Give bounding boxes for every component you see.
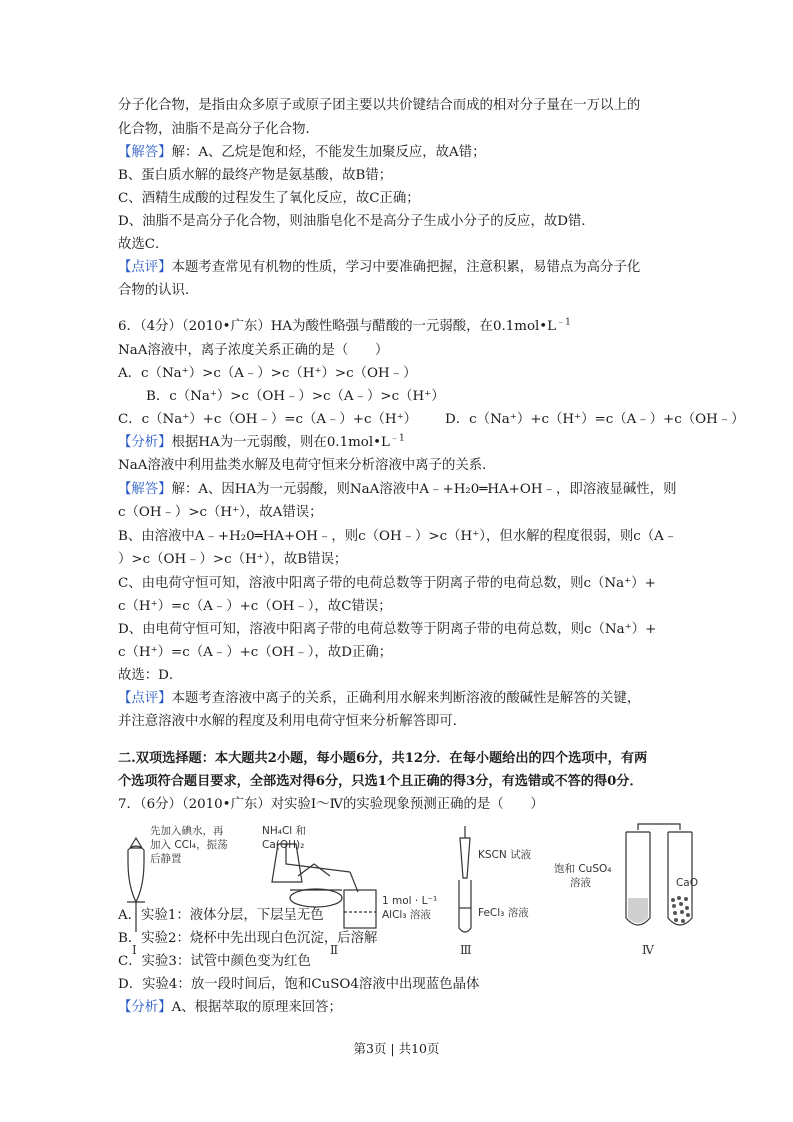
section-heading: 二.双项选择题：本大题共2小题，每小题6分，共12分．在每小题给出的四个选项中，有两	[118, 751, 648, 766]
text-line: ）>c（OH﹣）>c（H⁺），故B错误；	[118, 552, 348, 567]
analysis-line: 【分析】根据HA为一元弱酸，则在$0.1mol•L^{﹣1}$	[118, 433, 405, 450]
page-footer: 第3页 | 共10页	[353, 1041, 440, 1056]
test-tube-iii	[459, 880, 471, 932]
exp1-label: 先加入碘水，再	[150, 825, 224, 837]
answer-tag: 【解答】	[118, 482, 172, 497]
option-b: B．实验2：烧杯中先出现白色沉淀，后溶解	[118, 931, 378, 946]
exp2-label: NH₄Cl 和	[262, 825, 307, 837]
text-line: 分子化合物，是指由众多原子或原子团主要以共价键结合而成的相对分子量在一万以上的	[118, 98, 641, 113]
option-a: A．c（Na⁺）>c（A﹣）>c（H⁺）>c（OH﹣）	[118, 366, 417, 381]
text-line: B、蛋白质水解的最终产物是氨基酸，故B错；	[118, 168, 393, 183]
separatory-funnel	[128, 846, 144, 902]
text-line: B、由溶液中A﹣+H₂0═HA+OH﹣，则c（OH﹣）>c（H⁺），但水解的程度很弱，则c（A﹣	[118, 529, 678, 544]
exp4-label: 饱和 CuSO₄	[554, 863, 612, 875]
option-a: A．实验1：液体分层，下层呈无色	[118, 908, 324, 923]
comment-tag: 【点评】	[118, 260, 172, 275]
answer-line	[118, 143, 486, 163]
text-line: 故选C．	[118, 237, 169, 252]
cuso4-solution	[628, 898, 648, 923]
text-line: c（OH﹣）>c（H⁺），故A错误；	[118, 505, 323, 520]
text-line: 并注意溶液中水解的程度及利用电荷守恒来分析解答即可．	[118, 714, 467, 729]
exp3-label: KSCN 试液	[478, 849, 532, 861]
tube-end	[350, 872, 358, 892]
exp3-label: FeCl₃ 溶液	[478, 907, 529, 919]
dropper	[460, 826, 470, 878]
exp2-label: AlCl₃ 溶液	[382, 909, 431, 921]
question-6-stem: 6．（4分）（2010•广东）HA为酸性略强与醋酸的一元弱酸，在$0.1mol•L^{﹣1}$	[118, 317, 571, 334]
exp3-number: Ⅲ	[460, 943, 472, 957]
exp2-label: Ca(OH)₂	[262, 839, 305, 851]
exp2-number: Ⅱ	[330, 943, 339, 957]
text-line: 合物的认识．	[118, 283, 199, 298]
section-heading: 个选项符合题目要求，全部选对得6分，只选1个且正确的得3分，有选错或不答的得0分．	[118, 774, 643, 789]
text-line: NaA溶液中利用盐类水解及电荷守恒来分析溶液中离子的关系．	[118, 458, 496, 473]
comment-line: 【点评】本题考查溶液中离子的关系，正确利用水解来判断溶液的酸碱性是解答的关键，	[118, 691, 641, 706]
exp1-label: 后静置	[150, 853, 182, 865]
option-c-d: C．c（Na⁺）+c（OH﹣）=c（A﹣）+c（H⁺） D．c（Na⁺）+c（H⁺）=c（A﹣）+c（OH﹣）	[118, 412, 745, 427]
text-line: D、油脂不是高分子化合物，则油脂皂化不是高分子生成小分子的反应，故D错．	[118, 214, 595, 229]
text-line: 故选：D．	[118, 668, 183, 683]
beaker	[344, 890, 376, 928]
exp1-number: Ⅰ	[132, 943, 137, 957]
text-line: C、由电荷守恒可知，溶液中阳离子带的电荷总数等于阴离子带的电荷总数，则c（Na⁺）+	[118, 576, 656, 591]
alcohol-lamp	[290, 889, 342, 907]
analysis-tag: 【分析】	[118, 1000, 172, 1015]
answer-tag: 【解答】	[118, 145, 172, 160]
text-line: 化合物，油脂不是高分子化合物．	[118, 122, 319, 137]
comment-text: 本题考查常见有机物的性质，学习中要准确把握，注意积累，易错点为高分子化	[171, 260, 641, 275]
exp1-label: 加入 CCl₄，振荡	[150, 839, 228, 851]
comment-line	[118, 258, 640, 278]
exp4-label: CaO	[675, 877, 698, 889]
analysis-line: 【分析】A、根据萃取的原理来回答；	[118, 1000, 342, 1015]
exp4-label: 溶液	[570, 877, 591, 889]
connecting-tube	[638, 824, 680, 830]
option-c: C．实验3：试管中颜色变为红色	[118, 954, 311, 969]
analysis-tag: 【分析】	[118, 435, 172, 450]
cao-granules	[671, 896, 690, 923]
text-line: D、由电荷守恒可知，溶液中阳离子带的电荷总数等于阴离子带的电荷总数，则c（Na⁺）+	[118, 622, 657, 637]
text-line: c（H⁺）=c（A﹣）+c（OH﹣），故C错误；	[118, 599, 392, 614]
exp4-number: Ⅳ	[642, 943, 654, 957]
question-7-stem: 7．（6分）（2010•广东）对实验Ⅰ～Ⅳ的实验现象预测正确的是（ ）	[118, 797, 544, 812]
exp2-label: 1 mol · L⁻¹	[382, 895, 438, 907]
comment-tag: 【点评】	[118, 691, 172, 706]
option-d: D．实验4：放一段时间后，饱和CuSO4溶液中出现蓝色晶体	[118, 977, 480, 992]
answer-text: 解：A、乙烷是饱和烃，不能发生加聚反应，故A错；	[171, 145, 486, 160]
text-line: NaA溶液中，离子浓度关系正确的是（ ）	[118, 343, 389, 358]
answer-line: 【解答】解：A、因HA为一元弱酸，则NaA溶液中A﹣+H₂0═HA+OH﹣，即溶液显碱性，则	[118, 482, 677, 497]
text-line: c（H⁺）=c（A﹣）+c（OH﹣），故D正确；	[118, 645, 393, 660]
text-line: C、酒精生成酸的过程发生了氧化反应，故C正确；	[118, 191, 420, 206]
option-b: B．c（Na⁺）>c（OH﹣）>c（A﹣）>c（H⁺）	[146, 389, 445, 404]
